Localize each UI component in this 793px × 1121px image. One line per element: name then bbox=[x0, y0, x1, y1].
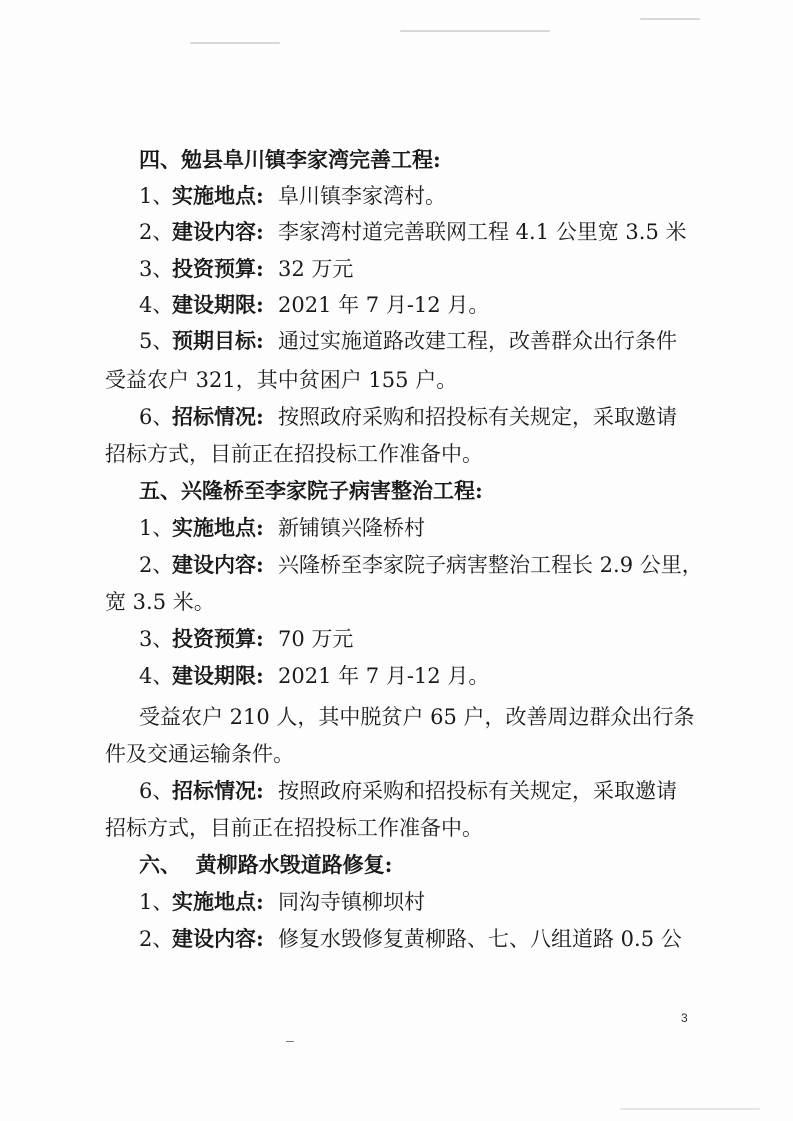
list-item: 1、 实施地点: 阜川镇李家湾村。 bbox=[139, 183, 446, 208]
list-item: 6、 招标情况: 按照政府采购和招投标有关规定，采取邀请 bbox=[139, 404, 677, 429]
paragraph-line: 受益农户 210 人，其中脱贫户 65 户，改善周边群众出行条 bbox=[139, 705, 695, 729]
list-item: 4、 建设期限: 2021 年 7 月-12 月。 bbox=[139, 663, 490, 688]
list-item: 2、 建设内容: 兴隆桥至李家院子病害整治工程长 2.9 公里， bbox=[139, 552, 703, 577]
scan-artifact bbox=[190, 42, 280, 44]
page-number: 3 bbox=[681, 1011, 688, 1025]
list-item: 5、 预期目标: 通过实施道路改建工程，改善群众出行条件 bbox=[139, 328, 677, 353]
list-item-continuation: 招标方式，目前正在招投标工作准备中。 bbox=[105, 442, 483, 466]
list-item: 2、 建设内容: 李家湾村道完善联网工程 4.1 公里宽 3.5 米 bbox=[139, 219, 687, 244]
list-item: 1、 实施地点: 新铺镇兴隆桥村 bbox=[139, 515, 425, 540]
list-item-continuation: 招标方式，目前正在招投标工作准备中。 bbox=[105, 816, 483, 840]
list-item: 3、 投资预算: 70 万元 bbox=[139, 626, 354, 651]
section-heading: 六、 黄柳路水毁道路修复: bbox=[139, 852, 393, 877]
list-item-continuation: 受益农户 321，其中贫困户 155 户。 bbox=[105, 368, 458, 392]
list-item-continuation: 宽 3.5 米。 bbox=[105, 590, 215, 614]
scan-artifact bbox=[620, 1108, 760, 1110]
section-heading: 四、勉县阜川镇李家湾完善工程: bbox=[139, 147, 441, 172]
list-item: 2、 建设内容: 修复水毁修复黄柳路、七、八组道路 0.5 公 bbox=[139, 926, 682, 951]
paragraph-line: 件及交通运输条件。 bbox=[105, 742, 294, 766]
scan-artifact bbox=[400, 30, 550, 32]
list-item: 1、 实施地点: 同沟寺镇柳坝村 bbox=[139, 889, 425, 914]
scan-artifact bbox=[286, 1041, 294, 1042]
scan-artifact bbox=[640, 18, 700, 20]
list-item: 3、 投资预算: 32 万元 bbox=[139, 256, 354, 281]
list-item: 4、 建设期限: 2021 年 7 月-12 月。 bbox=[139, 292, 490, 317]
list-item: 6、 招标情况: 按照政府采购和招投标有关规定，采取邀请 bbox=[139, 778, 677, 803]
section-heading: 五、兴隆桥至李家院子病害整治工程: bbox=[139, 478, 483, 503]
